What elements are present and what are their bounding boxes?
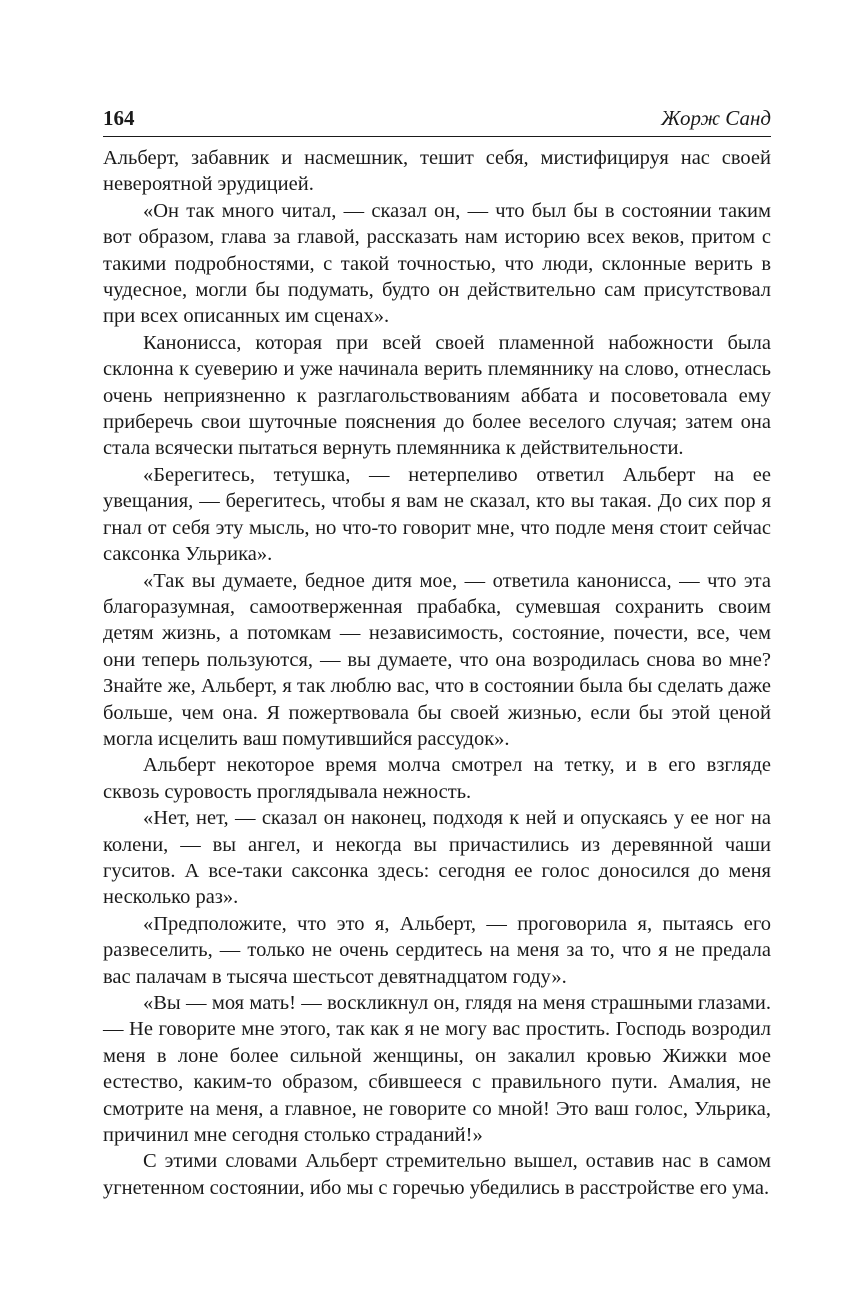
paragraph: «Берегитесь, тетушка, — нетерпеливо ответил Альберт на ее увещания, — берегитесь, чтобы я вам не сказал, кто вы такая. До сих пор я гнал от себя эту мысль, но что-то говорит мне, что подле меня стоит сейчас саксонка Ульрика». [103, 463, 771, 566]
body-text [103, 145, 771, 1201]
paragraph: «Он так много читал, — сказал он, — что был бы в состоянии таким вот образом, глава за главой, рассказать нам историю всех веков, притом с такими подробностями, с такой точностью, что люди, склонные верить в чудесное, могли бы подумать, будто он действительно сам присутствовал при всех описанных им сценах». [103, 199, 771, 328]
paragraph: Альберт, забавник и насмешник, тешит себя, мистифицируя нас своей невероятной эрудицией. [103, 147, 771, 196]
running-header [103, 100, 771, 137]
paragraph: «Так вы думаете, бедное дитя мое, — ответила канонисса, — что эта благоразумная, самоотверженная прабабка, сумевшая сохранить своим детям жизнь, а потомкам — независимость, состояние, почести, все, чем они теперь пользуются, — вы думаете, что она возродилась снова во мне? Знайте же, Альберт, я так люблю вас, что в состоянии была бы сделать даже больше, чем она. Я пожертвовала бы своей жизнью, если бы этой ценой могла исцелить ваш помутившийся рассудок». [103, 569, 771, 750]
paragraph: «Предположите, что это я, Альберт, — проговорила я, пытаясь его развеселить, — только не очень сердитесь на меня за то, что я не предала вас палачам в тысяча шестьсот девятнадцатом году». [103, 912, 771, 988]
page-number: 164 [103, 106, 135, 130]
paragraph: С этими словами Альберт стремительно вышел, оставив нас в самом угнетенном состоянии, ибо мы с горечью убедились в расстройстве его ума. [103, 1150, 771, 1199]
paragraph: «Нет, нет, — сказал он наконец, подходя к ней и опускаясь у ее ног на колени, — вы ангел, и некогда вы причастились из деревянной чаши гуситов. А все-таки саксонка здесь: сегодня ее голос доносился до меня несколько раз». [103, 807, 771, 909]
book-page [103, 100, 771, 1201]
paragraph: «Вы — моя мать! — воскликнул он, глядя на меня страшными глазами. — Не говорите мне этого, так как я не могу вас простить. Господь возродил меня в лоне более сильной женщины, он закалил кровью Жижки мое естество, каким-то образом, сбившееся с правильного пути. Амалия, не смотрите на меня, а главное, не говорите со мной! Это ваш голос, Ульрика, причинил мне сегодня столько страданий!» [103, 992, 771, 1147]
paragraph: Альберт некоторое время молча смотрел на тетку, и в его взгляде сквозь суровость проглядывала нежность. [103, 754, 771, 803]
running-head-author: Жорж Санд [661, 106, 771, 130]
paragraph: Канонисса, которая при всей своей пламенной набожности была склонна к суеверию и уже начинала верить племяннику на слово, отнеслась очень неприязненно к разглагольствованиям аббата и посоветовала ему приберечь свои шуточные пояснения до более веселого случая; затем она стала всячески пытаться вернуть племянника к действительности. [103, 331, 771, 460]
